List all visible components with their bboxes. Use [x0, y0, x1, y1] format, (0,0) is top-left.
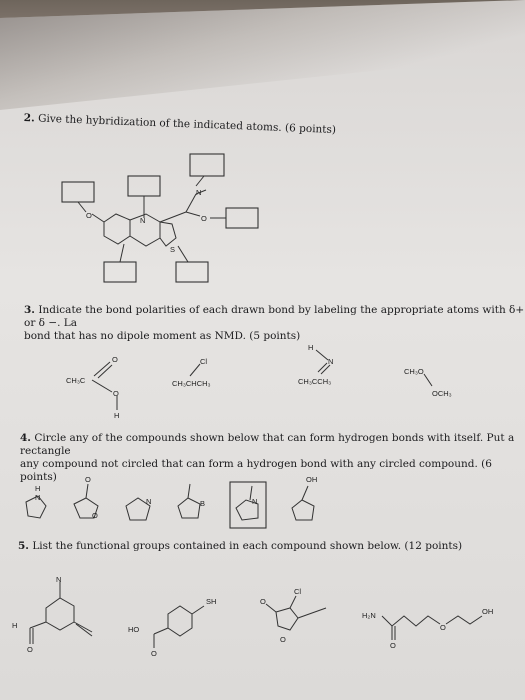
- q2-o-left: O: [86, 211, 92, 220]
- q3-molecule-4: [404, 367, 452, 398]
- question-3-line-2: bond that has no dipole moment as NMD. (5 points): [24, 330, 301, 342]
- question-4: [20, 432, 525, 484]
- answer-box-3: [190, 154, 224, 176]
- q4-rectangle-mark: [230, 482, 266, 528]
- q2-s-ring: S: [170, 245, 176, 254]
- question-4-line-1: Circle any of the compounds shown below that can form hydrogen bonds with itself. Put a rectangle: [20, 432, 515, 457]
- q4-oh: OH: [306, 475, 318, 484]
- q3-m4-top: CH₃O: [404, 367, 424, 376]
- q3-molecule-2: [172, 357, 211, 388]
- question-4-line-2: any compound not circled that can form a hydrogen bond with any circled compound. (6 points): [20, 458, 492, 483]
- question-3-number: 3.: [24, 304, 35, 316]
- answer-box-1: [62, 182, 94, 202]
- q3-m3-h: H: [308, 343, 314, 352]
- question-5-number: 5.: [18, 540, 29, 552]
- q3-m3-main: CH₃CCH₃: [298, 377, 332, 386]
- q4-n3: N: [252, 497, 258, 506]
- q3-m1-ch3c: CH₃C: [66, 376, 86, 385]
- q5-oh: OH: [482, 607, 494, 616]
- q2-molecule: [62, 154, 258, 282]
- q5-sh: SH: [206, 597, 217, 606]
- q5-ho: HO: [128, 625, 140, 634]
- q2-n-ring: N: [140, 216, 146, 225]
- question-2-text: Give the hybridization of the indicated atoms. (6 points): [37, 112, 337, 136]
- q3-m1-o-top: O: [112, 355, 118, 364]
- answer-box-4: [226, 208, 258, 228]
- q4-o2: O: [92, 511, 98, 520]
- answer-box-2: [128, 176, 160, 196]
- q5-o6: O: [390, 641, 396, 650]
- q3-molecule-1: [66, 355, 119, 420]
- q3-m2-cl: Cl: [200, 357, 208, 366]
- question-5: [18, 540, 462, 553]
- question-5-text: List the functional groups contained in each compound shown below. (12 points): [32, 540, 463, 552]
- q3-m1-o-mid: O: [113, 389, 119, 398]
- q4-n2: N: [146, 497, 152, 506]
- q5-o2: O: [151, 649, 157, 658]
- q3-m1-h: H: [114, 411, 120, 420]
- q5-o3: O: [260, 597, 266, 606]
- q5-cl: Cl: [294, 587, 302, 596]
- q5-o5: O: [440, 623, 446, 632]
- q2-o-right: O: [201, 214, 207, 223]
- answer-box-6: [176, 262, 208, 282]
- q3-m4-bottom: OCH₃: [432, 389, 452, 398]
- q2-n-top: N: [196, 188, 202, 197]
- question-3: [24, 304, 525, 343]
- q5-o1: O: [27, 645, 33, 654]
- q3-molecule-3: [298, 343, 333, 386]
- q4-n1: N: [35, 493, 41, 502]
- q5-compounds: [12, 575, 493, 658]
- question-4-number: 4.: [20, 432, 31, 444]
- q4-h: H: [35, 484, 41, 493]
- question-3-line-1: Indicate the bond polarities of each drawn bond by labeling the appropriate atoms with δ+ or δ −. La: [24, 304, 525, 329]
- q3-m3-n: N: [328, 357, 334, 366]
- q5-h2n: H₂N: [362, 611, 376, 620]
- q5-o4: O: [280, 635, 286, 644]
- q5-n: N: [56, 575, 62, 584]
- q4-b: B: [200, 499, 206, 508]
- answer-box-5: [104, 262, 136, 282]
- q3-m2-main: CH₃CHCH₃: [172, 379, 211, 388]
- q4-o1: O: [85, 475, 91, 484]
- question-2-number: 2.: [23, 112, 35, 125]
- q5-h: H: [12, 621, 18, 630]
